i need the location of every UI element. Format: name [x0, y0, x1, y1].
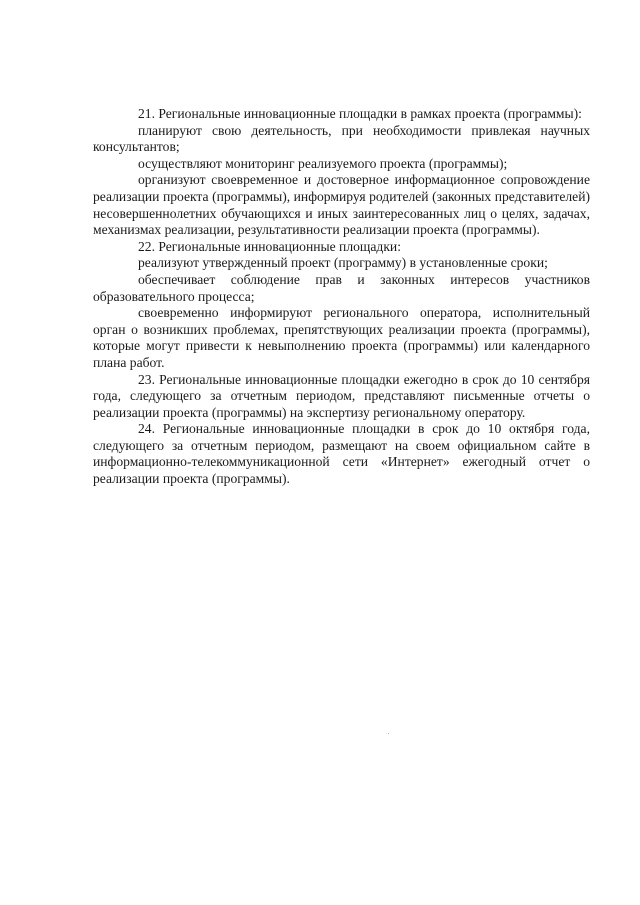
paragraph-22-heading: 22. Региональные инновационные площадки:	[138, 238, 401, 254]
scan-speck	[388, 733, 389, 734]
paragraph-21-item-plan: планируют свою деятельность, при необходимости привлекая научных консультантов;	[93, 122, 590, 155]
paragraph-22-item-implement: реализуют утвержденный проект (программу) в установленные сроки;	[138, 255, 548, 271]
paragraph-23: 23. Региональные инновационные площадки ежегодно в срок до 10 сентября года, следующего за отчетным периодом, представляют письменные отчеты о реализации проекта (программы) на экспертизу региональному оператору.	[93, 371, 590, 420]
paragraph-22-item-notify: своевременно информируют регионального оператора, исполнительный орган о возникших проблемах, препятствующих реализации проекта (программы), которые могут привести к невыполнению проекта (программы) или календарного плана работ.	[93, 305, 590, 370]
paragraph-24: 24. Региональные инновационные площадки в срок до 10 октября года, следующего за отчетным периодом, размещают на своем официальном сайте в информационно-телекоммуникационной сети «Интернет» ежегодный отчет о реализации проекта (программы).	[93, 421, 590, 487]
document-body	[93, 106, 590, 488]
paragraph-21-heading: 21. Региональные инновационные площадки в рамках проекта (программы):	[138, 106, 582, 121]
paragraph-21-item-monitoring: осуществляют мониторинг реализуемого проекта (программы);	[138, 155, 508, 171]
paragraph-21-item-informing: организуют своевременное и достоверное информационное сопровождение реализации проекта (программы), информируя родителей (законных представителей) несовершеннолетних обучающихся и иных заинтересованных лиц о целях, задачах, механизмах реализации, результативности реализации проекта (программы).	[93, 172, 590, 238]
paragraph-22-item-rights: обеспечивает соблюдение прав и законных интересов участников образовательного процесса;	[93, 271, 590, 304]
